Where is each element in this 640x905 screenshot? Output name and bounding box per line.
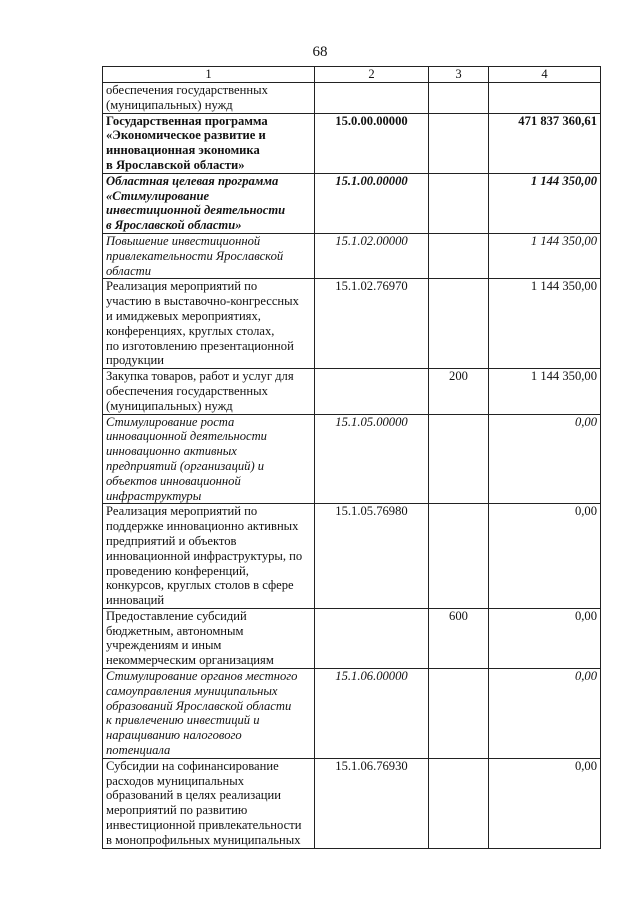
row-name-cell bbox=[103, 173, 315, 233]
row-name-line: Стимулирование роста bbox=[106, 414, 235, 429]
row-name-line: некоммерческим организациям bbox=[106, 653, 274, 668]
column-header: 1 bbox=[103, 67, 315, 83]
row-name-line: объектов инновационной bbox=[106, 473, 241, 488]
row-name-line: образований Ярославской области bbox=[106, 698, 292, 713]
row-name-cell bbox=[103, 669, 315, 759]
row-amount-cell: 1 144 350,00 bbox=[489, 279, 601, 369]
row-amount-cell: 0,00 bbox=[489, 669, 601, 759]
row-type-cell bbox=[429, 758, 489, 848]
column-header: 4 bbox=[489, 67, 601, 83]
table-row bbox=[103, 414, 601, 504]
row-type-cell bbox=[429, 504, 489, 609]
row-amount-cell: 0,00 bbox=[489, 608, 601, 668]
row-name-line: участию в выставочно-конгрессных bbox=[106, 294, 299, 309]
row-amount-cell bbox=[489, 83, 601, 114]
row-name-cell bbox=[103, 758, 315, 848]
table-row bbox=[103, 608, 601, 668]
row-name-line: проведению конференций, bbox=[106, 563, 249, 578]
row-name-line: предприятий (организаций) и bbox=[106, 458, 265, 473]
row-code-cell bbox=[315, 608, 429, 668]
row-type-cell bbox=[429, 113, 489, 173]
table-row bbox=[103, 113, 601, 173]
row-name-line: Повышение инвестиционной bbox=[106, 233, 261, 248]
table-row bbox=[103, 279, 601, 369]
row-amount-cell: 0,00 bbox=[489, 414, 601, 504]
table-body bbox=[103, 83, 601, 849]
row-name-line: образований в целях реализации bbox=[106, 788, 282, 803]
row-amount-cell: 1 144 350,00 bbox=[489, 369, 601, 414]
row-name-cell bbox=[103, 113, 315, 173]
row-name-line: самоуправления муниципальных bbox=[106, 683, 278, 698]
row-name-line: Субсидии на софинансирование bbox=[106, 758, 279, 773]
row-name-line: привлекательности Ярославской bbox=[106, 248, 284, 263]
row-name-cell bbox=[103, 279, 315, 369]
row-type-cell bbox=[429, 669, 489, 759]
row-name-line: обеспечения государственных bbox=[106, 383, 268, 398]
row-name-line: бюджетным, автономным bbox=[106, 623, 244, 638]
column-header: 3 bbox=[429, 67, 489, 83]
row-name-line: (муниципальных) нужд bbox=[106, 398, 233, 413]
row-code-cell: 15.1.06.76930 bbox=[315, 758, 429, 848]
row-code-cell: 15.1.06.00000 bbox=[315, 669, 429, 759]
row-name-cell bbox=[103, 504, 315, 609]
row-code-cell: 15.0.00.00000 bbox=[315, 113, 429, 173]
row-name-line: инновационно активных bbox=[106, 444, 237, 459]
row-name-line: наращиванию налогового bbox=[106, 728, 242, 743]
row-name-line: инноваций bbox=[106, 593, 165, 608]
row-name-line: в Ярославской области» bbox=[106, 157, 245, 172]
row-name-line: продукции bbox=[106, 353, 165, 368]
row-code-cell bbox=[315, 369, 429, 414]
row-name-line: Областная целевая программа bbox=[106, 173, 279, 188]
row-code-cell bbox=[315, 83, 429, 114]
row-amount-cell: 0,00 bbox=[489, 758, 601, 848]
row-name-line: конференциях, круглых столах, bbox=[106, 323, 275, 338]
row-name-line: в монопрофильных муниципальных bbox=[106, 832, 301, 847]
row-name-line: Государственная программа bbox=[106, 113, 268, 128]
row-name-line: инвестиционной привлекательности bbox=[106, 818, 302, 833]
row-type-cell: 200 bbox=[429, 369, 489, 414]
row-type-cell bbox=[429, 83, 489, 114]
table-row bbox=[103, 233, 601, 278]
row-type-cell bbox=[429, 173, 489, 233]
row-name-line: Реализация мероприятий по bbox=[106, 279, 258, 294]
row-type-cell bbox=[429, 414, 489, 504]
row-name-line: области bbox=[106, 263, 152, 278]
row-code-cell: 15.1.05.00000 bbox=[315, 414, 429, 504]
row-name-line: поддержке инновационно активных bbox=[106, 519, 299, 534]
row-code-cell: 15.1.00.00000 bbox=[315, 173, 429, 233]
row-name-line: Закупка товаров, работ и услуг для bbox=[106, 369, 294, 384]
table-header-row bbox=[103, 67, 601, 83]
row-name-line: инновационной деятельности bbox=[106, 429, 267, 444]
row-name-line: «Стимулирование bbox=[106, 188, 210, 203]
budget-table bbox=[102, 66, 601, 849]
table-row bbox=[103, 504, 601, 609]
row-type-cell bbox=[429, 279, 489, 369]
table-row bbox=[103, 669, 601, 759]
row-name-line: расходов муниципальных bbox=[106, 773, 245, 788]
row-amount-cell: 471 837 360,61 bbox=[489, 113, 601, 173]
row-name-cell bbox=[103, 233, 315, 278]
row-name-line: по изготовлению презентационной bbox=[106, 338, 294, 353]
row-name-line: и имиджевых мероприятиях, bbox=[106, 308, 261, 323]
row-name-cell bbox=[103, 414, 315, 504]
row-name-line: (муниципальных) нужд bbox=[106, 97, 233, 112]
row-name-line: обеспечения государственных bbox=[106, 83, 268, 97]
table-row bbox=[103, 173, 601, 233]
row-name-line: мероприятий по развитию bbox=[106, 803, 248, 818]
row-type-cell: 600 bbox=[429, 608, 489, 668]
row-name-line: предприятий и объектов bbox=[106, 533, 237, 548]
row-amount-cell: 0,00 bbox=[489, 504, 601, 609]
row-name-line: Стимулирование органов местного bbox=[106, 669, 298, 684]
row-name-line: инвестиционной деятельности bbox=[106, 203, 286, 218]
page-number: 68 bbox=[312, 44, 328, 60]
row-amount-cell: 1 144 350,00 bbox=[489, 233, 601, 278]
row-name-line: инновационная экономика bbox=[106, 143, 260, 158]
table-row bbox=[103, 369, 601, 414]
row-name-line: «Экономическое развитие и bbox=[106, 128, 266, 143]
row-amount-cell: 1 144 350,00 bbox=[489, 173, 601, 233]
row-name-line: потенциала bbox=[106, 743, 171, 758]
row-name-line: конкурсов, круглых столов в сфере bbox=[106, 578, 294, 593]
row-name-line: Реализация мероприятий по bbox=[106, 504, 258, 519]
row-name-line: инновационной инфраструктуры, по bbox=[106, 548, 303, 563]
row-name-line: Предоставление субсидий bbox=[106, 608, 247, 623]
row-code-cell: 15.1.05.76980 bbox=[315, 504, 429, 609]
row-name-cell bbox=[103, 608, 315, 668]
row-code-cell: 15.1.02.76970 bbox=[315, 279, 429, 369]
row-name-cell bbox=[103, 83, 315, 114]
row-code-cell: 15.1.02.00000 bbox=[315, 233, 429, 278]
column-header: 2 bbox=[315, 67, 429, 83]
row-name-line: инфраструктуры bbox=[106, 488, 202, 503]
row-name-line: в Ярославской области» bbox=[106, 218, 242, 233]
row-name-line: к привлечению инвестиций и bbox=[106, 713, 260, 728]
row-name-line: учреждениям и иным bbox=[106, 638, 222, 653]
table-row bbox=[103, 758, 601, 848]
row-type-cell bbox=[429, 233, 489, 278]
table-row bbox=[103, 83, 601, 114]
row-name-cell bbox=[103, 369, 315, 414]
